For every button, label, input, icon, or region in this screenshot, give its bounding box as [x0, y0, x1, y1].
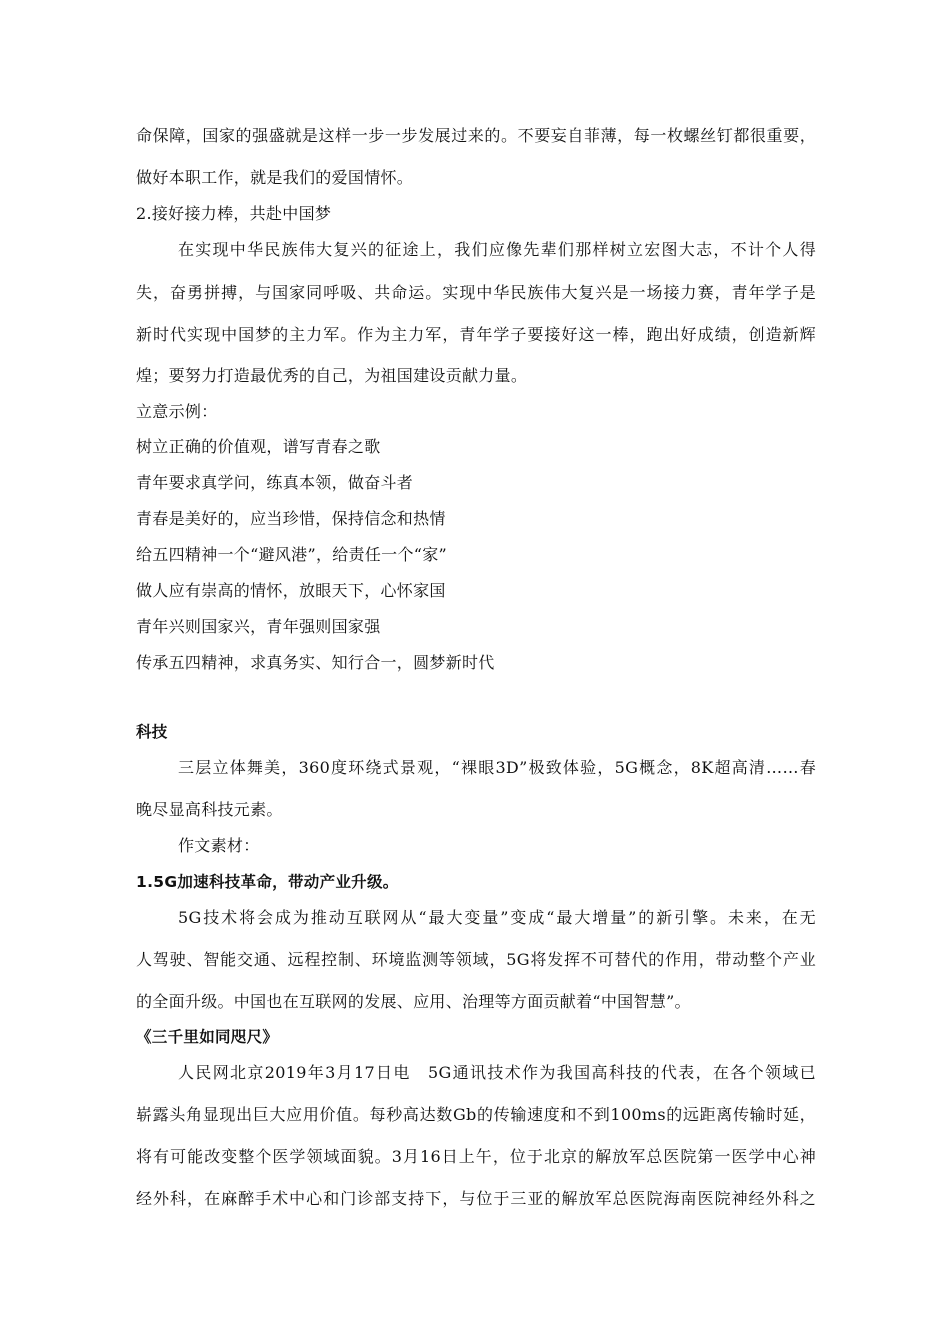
article-title: 《三千里如同咫尺》 — [136, 1028, 279, 1046]
text-line: 人驾驶、智能交通、远程控制、环境监测等领域，5G将发挥不可替代的作用，带动整个产业 — [136, 950, 816, 969]
example-item: 树立正确的价值观，谱写青春之歌 — [136, 437, 381, 456]
section-heading: 2.接好接力棒，共赴中国梦 — [136, 204, 332, 223]
text-line: 崭露头角显现出巨大应用价值。每秒高达数Gb的传输速度和不到100ms的远距离传输时延， — [136, 1105, 816, 1124]
text-line: 命保障，国家的强盛就是这样一步一步发展过来的。不要妄自菲薄，每一枚螺丝钉都很重要， — [136, 126, 816, 145]
text-line: 将有可能改变整个医学领域面貌。3月16日上午，位于北京的解放军总医院第一医学中心神 — [136, 1147, 816, 1166]
example-item: 给五四精神一个“避风港”，给责任一个“家” — [136, 545, 448, 564]
example-item: 做人应有崇高的情怀，放眼天下，心怀家国 — [136, 581, 446, 600]
text-line: 新时代实现中国梦的主力军。作为主力军，青年学子要接好这一棒，跑出好成绩，创造新辉 — [136, 325, 816, 344]
example-item: 青春是美好的，应当珍惜，保持信念和热情 — [136, 509, 446, 528]
examples-label: 立意示例： — [136, 402, 218, 421]
text-line: 在实现中华民族伟大复兴的征途上，我们应像先辈们那样树立宏图大志，不计个人得 — [178, 240, 816, 259]
text-line: 的全面升级。中国也在互联网的发展、应用、治理等方面贡献着“中国智慧”。 — [136, 992, 691, 1011]
text-line: 5G技术将会成为推动互联网从“最大变量”变成“最大增量”的新引擎。未来，在无 — [178, 908, 816, 927]
text-line: 做好本职工作，就是我们的爱国情怀。 — [136, 168, 414, 187]
example-item: 传承五四精神，求真务实、知行合一，圆梦新时代 — [136, 653, 495, 672]
tech-heading: 科技 — [136, 723, 168, 741]
material-label: 作文素材： — [178, 836, 260, 855]
text-line: 人民网北京2019年3月17日电 5G通讯技术作为我国高科技的代表，在各个领域已 — [178, 1063, 816, 1082]
example-item: 青年要求真学问，练真本领，做奋斗者 — [136, 473, 414, 492]
point-heading: 1.5G加速科技革命，带动产业升级。 — [136, 873, 399, 891]
example-item: 青年兴则国家兴，青年强则国家强 — [136, 617, 381, 636]
text-line: 失，奋勇拼搏，与国家同呼吸、共命运。实现中华民族伟大复兴是一场接力赛，青年学子是 — [136, 283, 816, 302]
text-line: 晚尽显高科技元素。 — [136, 800, 283, 819]
text-line: 三层立体舞美，360度环绕式景观，“裸眼3D”极致体验，5G概念，8K超高清……春 — [178, 758, 816, 777]
text-line: 煌；要努力打造最优秀的自己，为祖国建设贡献力量。 — [136, 366, 528, 385]
text-line: 经外科，在麻醉手术中心和门诊部支持下，与位于三亚的解放军总医院海南医院神经外科之 — [136, 1189, 816, 1208]
